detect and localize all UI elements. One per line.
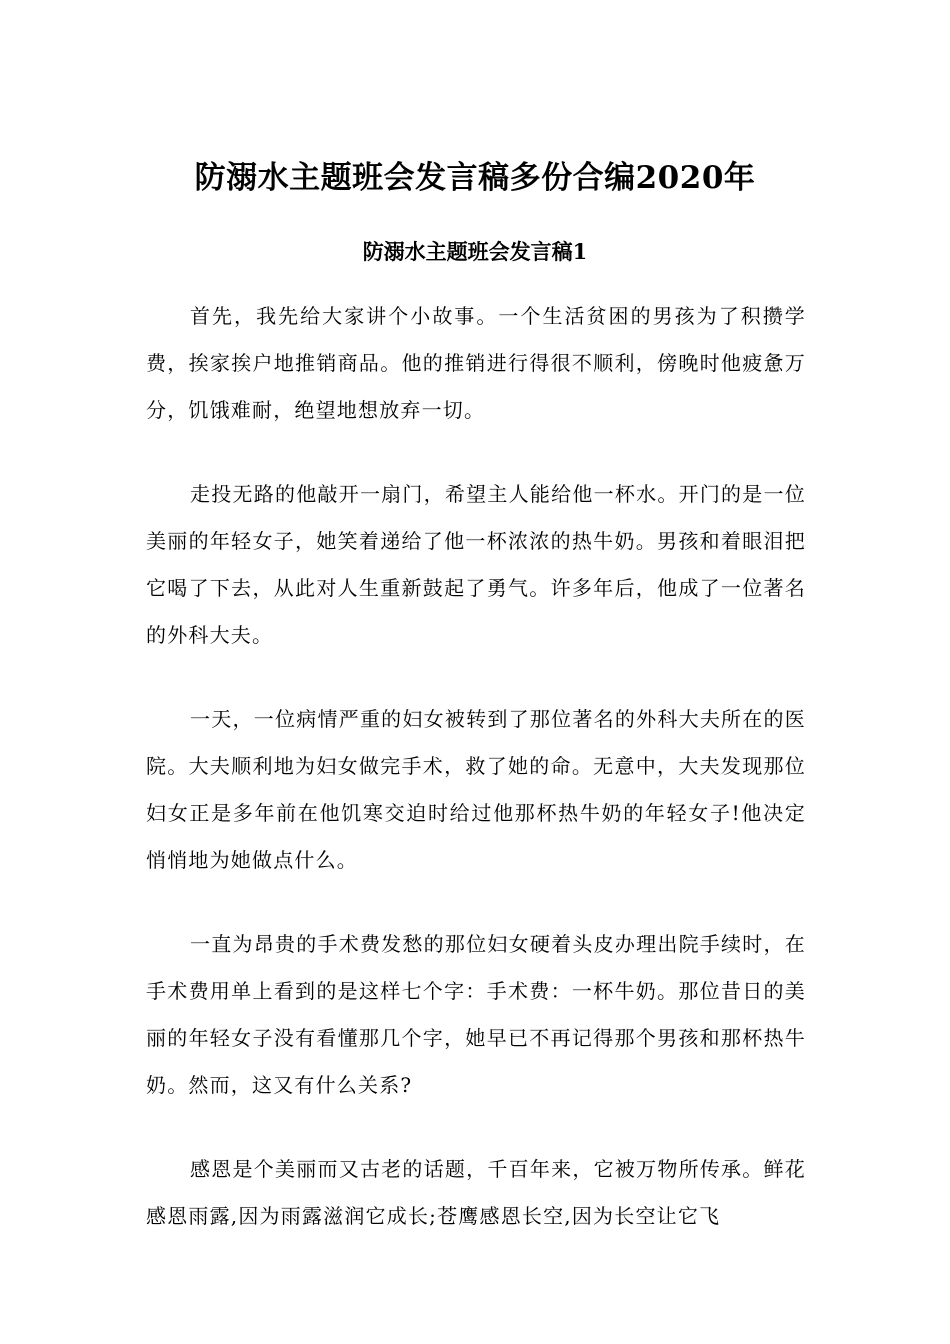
paragraph: 一天，一位病情严重的妇女被转到了那位著名的外科大夫所在的医院。大夫顺利地为妇女做完手术，救了她的命。无意中，大夫发现那位妇女正是多年前在他饥寒交迫时给过他那杯热牛奶的年轻女子!他决定悄悄地为她做点什么。 (146, 707, 806, 872)
paragraph: 一直为昂贵的手术费发愁的那位妇女硬着头皮办理出院手续时，在手术费用单上看到的是这样七个字：手术费：一杯牛奶。那位昔日的美丽的年轻女子没有看懂那几个字，她早已不再记得那个男孩和那杯热牛奶。然而，这又有什么关系? (146, 932, 806, 1097)
document-title: 防溺水主题班会发言稿多份合编2020年 (194, 160, 756, 196)
paragraph: 走投无路的他敲开一扇门，希望主人能给他一杯水。开门的是一位美丽的年轻女子，她笑着递给了他一杯浓浓的热牛奶。男孩和着眼泪把它喝了下去，从此对人生重新鼓起了勇气。许多年后，他成了一位著名的外科大夫。 (146, 482, 806, 647)
document-body (146, 293, 806, 1277)
paragraph: 感恩是个美丽而又古老的话题，千百年来，它被万物所传承。鲜花感恩雨露,因为雨露滋润它成长;苍鹰感恩长空,因为长空让它飞 (146, 1157, 806, 1228)
document-subtitle: 防溺水主题班会发言稿1 (362, 239, 588, 264)
paragraph: 首先，我先给大家讲个小故事。一个生活贫困的男孩为了积攒学费，挨家挨户地推销商品。他的推销进行得很不顺利，傍晚时他疲惫万分，饥饿难耐，绝望地想放弃一切。 (146, 304, 806, 422)
